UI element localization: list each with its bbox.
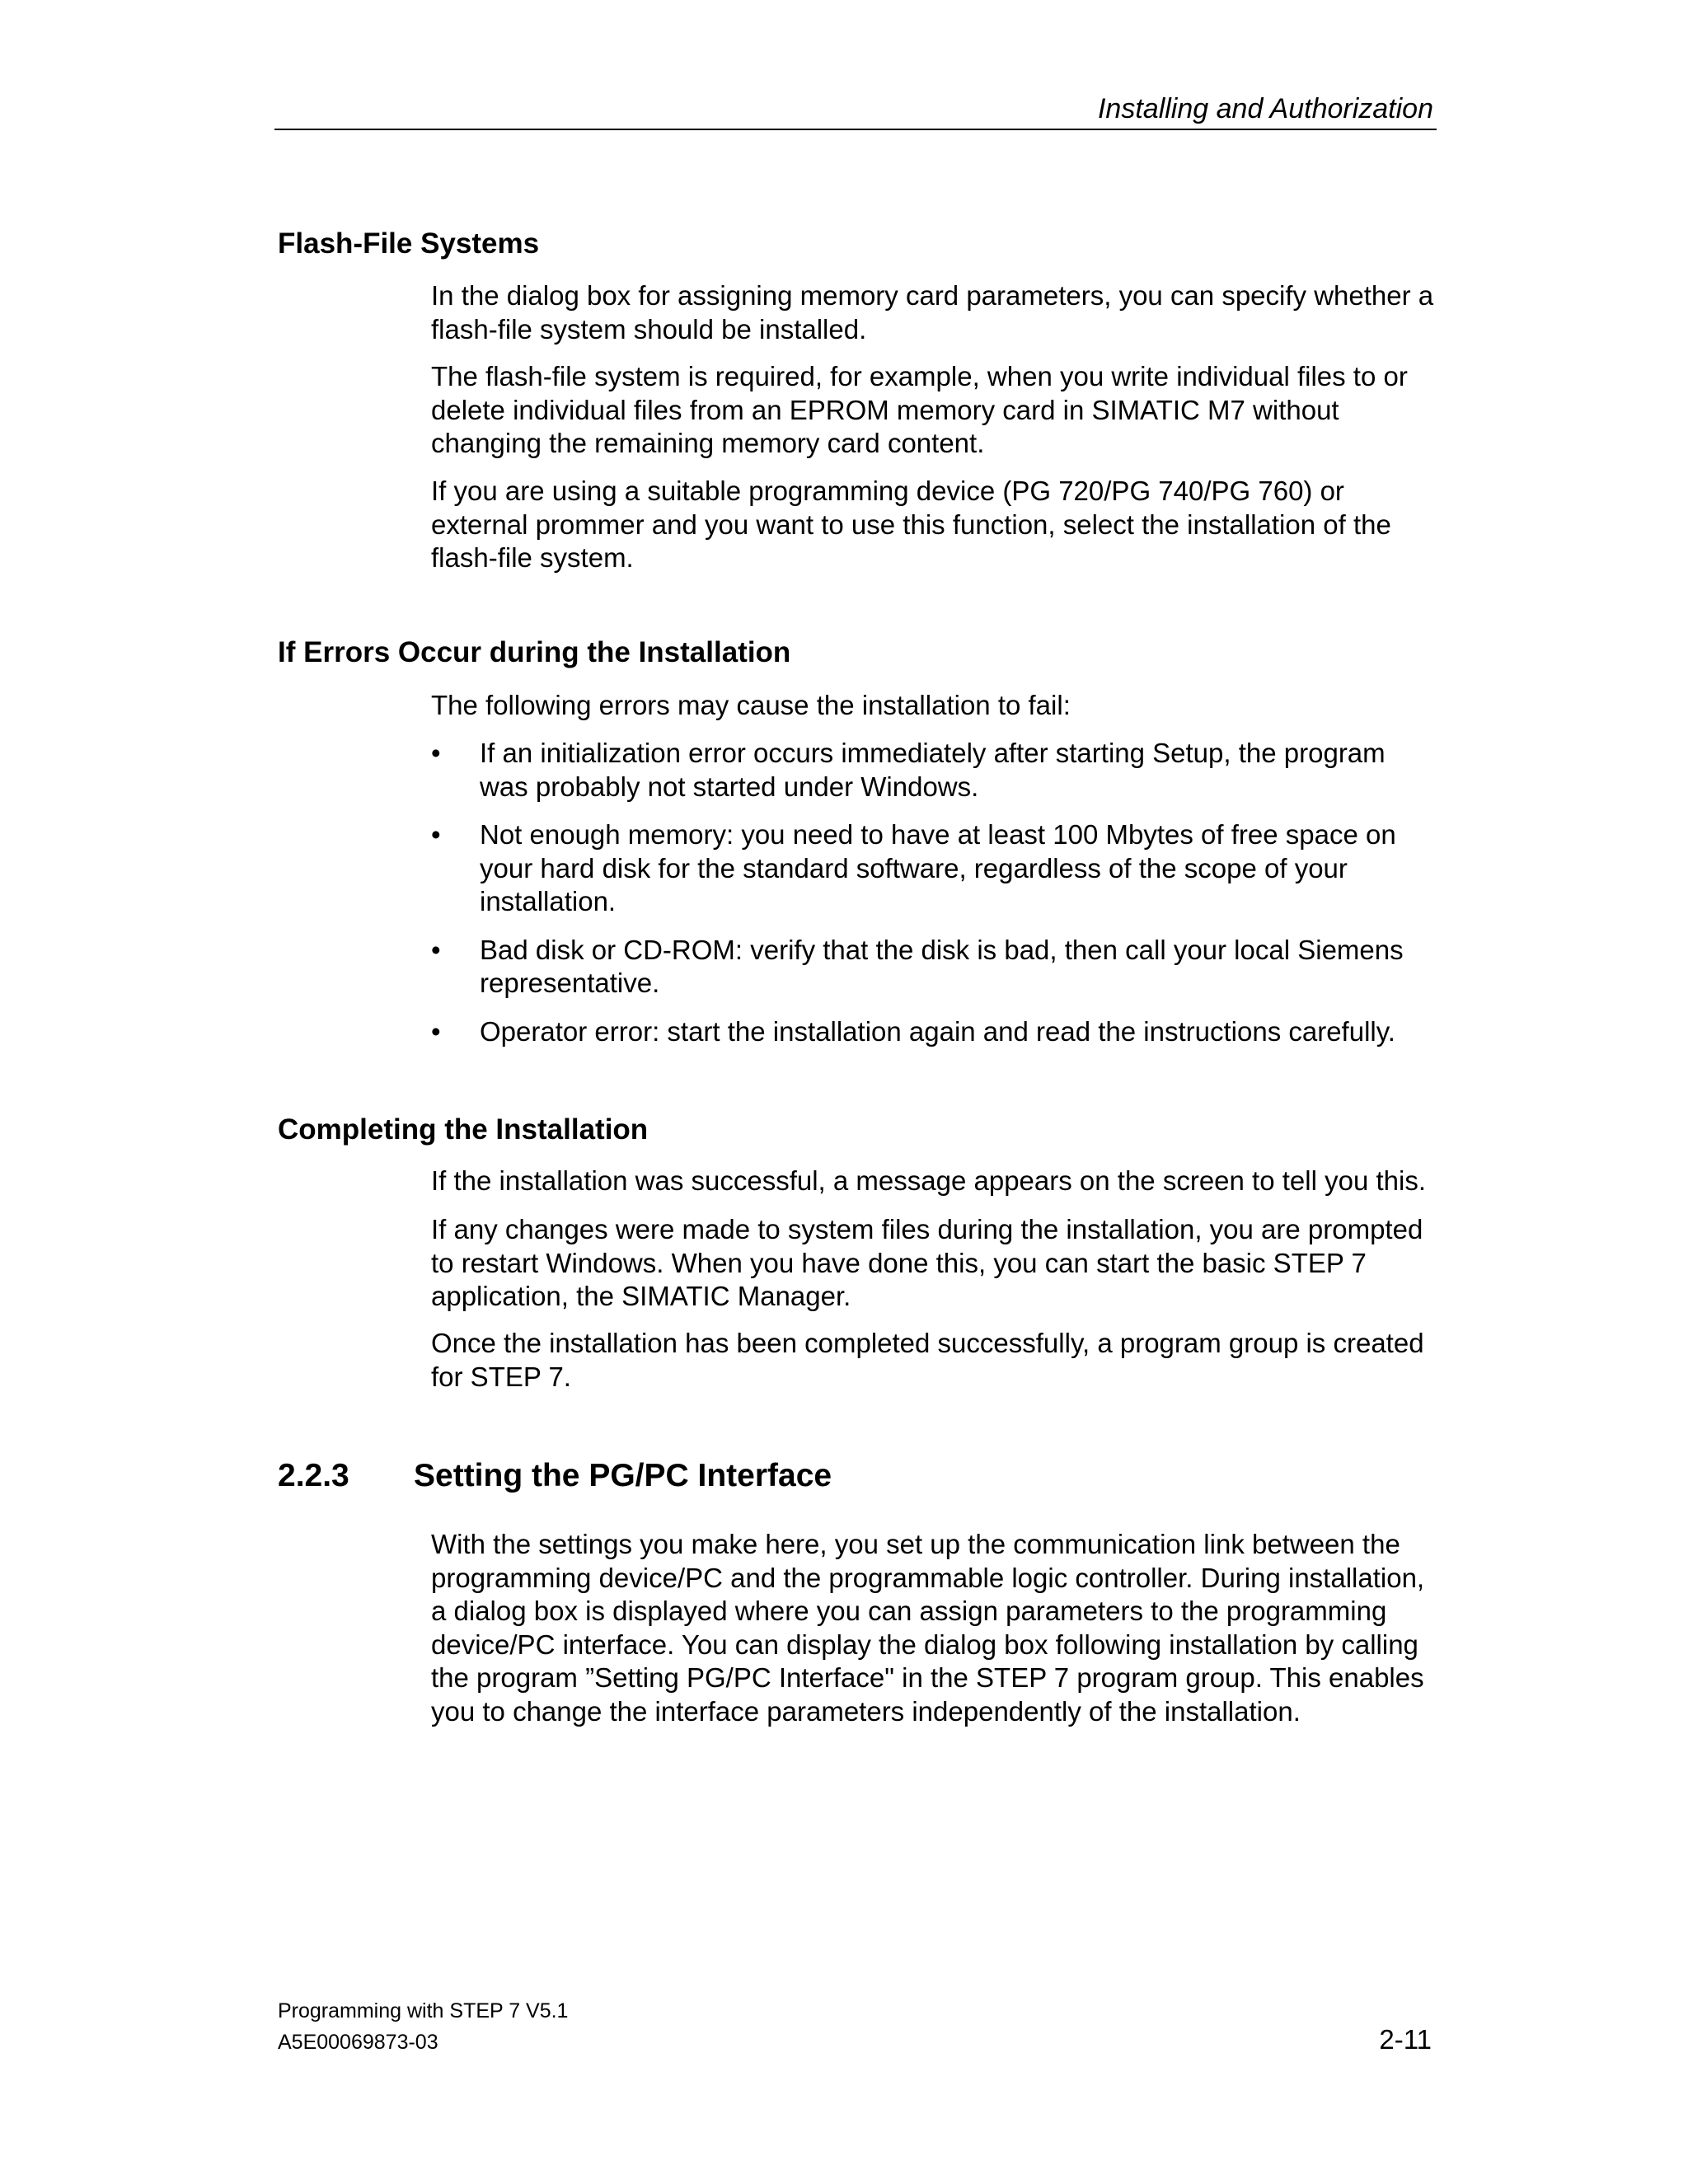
running-header [274,91,1437,130]
list-item [431,737,1441,804]
list-item-text: If an initialization error occurs immediately after starting Setup, the program was probably not started under Windows. [480,738,1386,802]
paragraph: Once the installation has been completed successfully, a program group is created for STEP 7. [431,1328,1424,1392]
paragraph: With the settings you make here, you set up the communication link between the programming device/PC and the programmable logic controller. During installation, a dialog box is displayed where you can assign parameters to the programming device/PC interface. You can display the dialog box following installation by calling the program ”Setting PG/PC Interface" in the STEP 7 program group. This enables you to change the interface parameters independently of the installation. [431,1529,1425,1727]
error-list [431,737,1441,1048]
list-item-text: Operator error: start the installation again and read the instructions carefully. [480,1015,1395,1047]
paragraph: If you are using a suitable programming device (PG 720/PG 740/PG 760) or external prommer and you want to use this function, select the installation of the flash-file system. [431,476,1391,573]
section-number: 2.2.3 [278,1458,349,1493]
heading-flash-file-systems: Flash-File Systems [278,227,540,260]
list-item-text: Not enough memory: you need to have at least 100 Mbytes of free space on your hard disk for the standard software, regardless of the scope of your installation. [480,819,1396,916]
list-item [431,934,1441,1001]
paragraph: If the installation was successful, a message appears on the screen to tell you this. [431,1165,1426,1196]
list-item [431,818,1441,919]
bullet-icon: • [431,738,441,768]
running-header-title: Installing and Authorization [1097,93,1433,124]
bullet-icon: • [431,819,441,850]
heading-completing: Completing the Installation [278,1113,649,1146]
page-number: 2-11 [1379,2024,1432,2055]
paragraph: The flash-file system is required, for example, when you write individual files to or delete individual files from an EPROM memory card in SIMATIC M7 without changing the remaining memory card content. [431,361,1408,458]
paragraph: In the dialog box for assigning memory card parameters, you can specify whether a flash-file system should be installed. [431,280,1434,344]
bullet-icon: • [431,934,441,965]
footer-document-id: A5E00069873-03 [278,2031,438,2054]
bullet-icon: • [431,1015,441,1047]
paragraph: If any changes were made to system files during the installation, you are prompted to restart Windows. When you have done this, you can start the basic STEP 7 application, the SIMATIC Manager. [431,1214,1423,1311]
section-title: Setting the PG/PC Interface [414,1458,832,1493]
footer-document-title: Programming with STEP 7 V5.1 [278,1999,569,2022]
heading-errors: If Errors Occur during the Installation [278,636,791,668]
section-heading [278,1455,832,1497]
list-item [431,1015,1441,1049]
paragraph: The following errors may cause the installation to fail: [431,690,1071,720]
list-item-text: Bad disk or CD-ROM: verify that the disk is bad, then call your local Siemens representative. [480,934,1404,998]
